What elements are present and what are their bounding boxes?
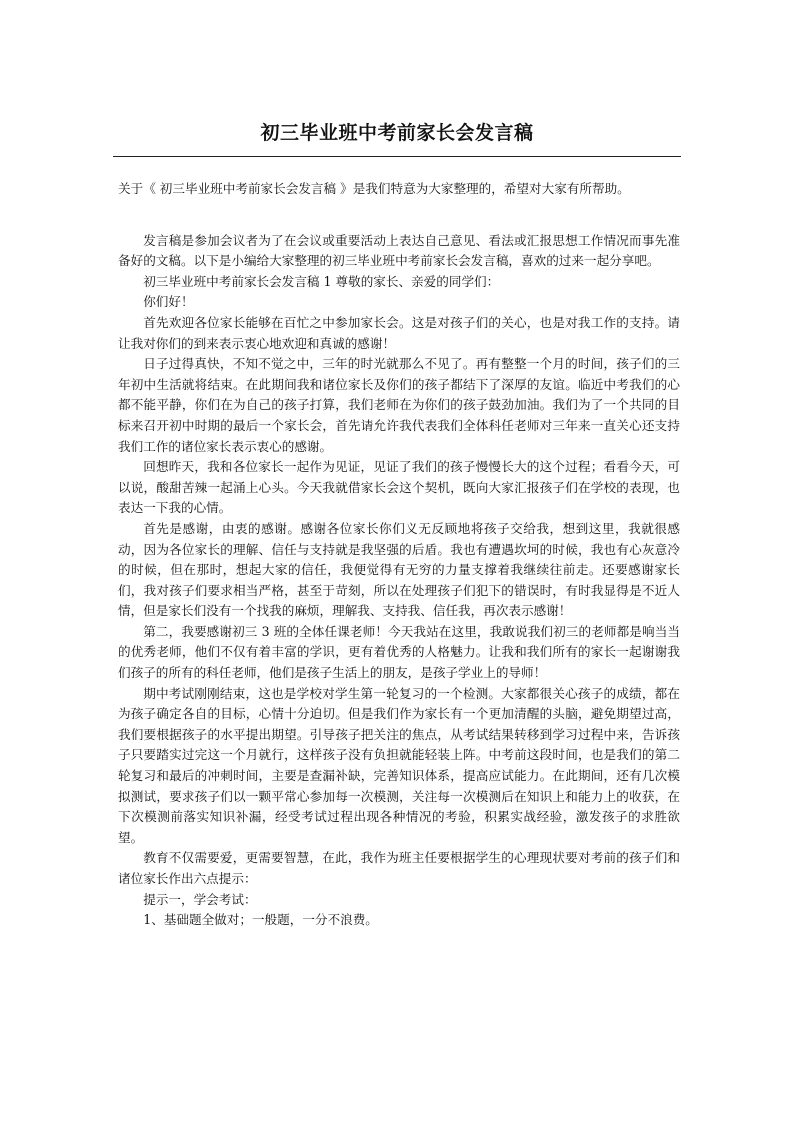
title-divider [113,156,681,157]
body-paragraph: 发言稿是参加会议者为了在会议或重要活动上表达自己意见、看法或汇报思想工作情况而事先准备好的文稿。以下是小编给大家整理的初三毕业班中考前家长会发言稿，喜欢的过来一起分享吧。 [118,232,680,269]
tip-heading: 提示一，学会考试： [143,891,257,907]
body-paragraph: 第二，我要感谢初三 3 班的全体任课老师！今天我站在这里，我敢说我们初三的老师都是响当当的优秀老师，他们不仅有着丰富的学识，更有着优秀的人格魅力。让我和我们所有的家长一起谢谢我们孩子的所有的科任老师，他们是孩子生活上的朋友，是孩子学业上的导师！ [118,623,680,681]
document-body [118,179,680,931]
intro-paragraph: 关于《 初三毕业班中考前家长会发言稿 》是我们特意为大家整理的，希望对大家有所帮助。 [118,181,630,196]
paragraph-spacer [118,221,680,231]
body-paragraph: 首先欢迎各位家长能够在百忙之中参加家长会。这是对孩子们的关心，也是对我工作的支持。请让我对你们的到来表示衷心地欢迎和真诚的感谢！ [118,314,680,351]
paragraph-spacer [118,200,680,221]
body-paragraph: 首先是感谢，由衷的感谢。感谢各位家长你们义无反顾地将孩子交给我，想到这里，我就很感动，因为各位家长的理解、信任与支持就是我坚强的后盾。我也有遭遇坎坷的时候，我也有心灰意冷的时候，但在那时，想起大家的信任，我便觉得有无穷的力量支撑着我继续往前走。还要感谢家长们，我对孩子们要求相当严格，甚至于苛刻，所以在处理孩子们犯下的错误时，有时我显得是不近人情，但是家长们没有一个找我的麻烦，理解我、支持我、信任我，再次表示感谢！ [118,520,680,619]
document-title: 初三毕业班中考前家长会发言稿 [260,122,534,144]
body-paragraph: 期中考试刚刚结束，这也是学校对学生第一轮复习的一个检测。大家都很关心孩子的成绩，都在为孩子确定各自的目标，心情十分迫切。但是我们作为家长有一个更加清醒的头脑，避免期望过高，我们要根据孩子的水平提出期望。引导孩子把关注的焦点，从考试结果转移到学习过程中来，告诉孩子只要踏实过完这一个月就行，这样孩子没有负担就能轻装上阵。中考前这段时间，也是我们的第二轮复习和最后的冲刺时间，主要是查漏补缺，完善知识体系，提高应试能力。在此期间，还有几次模拟测试，要求孩子们以一颗平常心参加每一次模测，关注每一次模测后在知识上和能力上的收获，在下次模测前落实知识补漏，经受考试过程出现各种情况的考验，积累实战经验，激发孩子的求胜欲望。 [118,685,680,845]
body-paragraph: 教育不仅需要爱，更需要智慧，在此，我作为班主任要根据学生的心理现状要对考前的孩子们和诸位家长作出六点提示： [118,850,680,886]
body-paragraph: 日子过得真快，不知不觉之中，三年的时光就那么不见了。再有整整一个月的时间，孩子们的三年初中生活就将结束。在此期间我和诸位家长及你们的孩子都结下了深厚的友谊。临近中考我们的心都不能平静，你们在为自己的孩子打算，我们老师在为你们的孩子鼓劲加油。我们为了一个共同的目标来召开初中时期的最后一个家长会，首先请允许我代表我们全体科任老师对三年来一直关心还支持我们工作的诸位家长表示衷心的感谢。 [118,356,680,454]
body-paragraph: 初三毕业班中考前家长会发言稿 1 尊敬的家长、亲爱的同学们： [143,273,500,289]
tip-item: 1、基础题全做对；一般题，一分不浪费。 [143,912,378,928]
body-paragraph: 回想昨天，我和各位家长一起作为见证，见证了我们的孩子慢慢长大的这个过程；看看今天，可以说，酸甜苦辣一起涌上心头。今天我就借家长会这个契机，既向大家汇报孩子们在学校的表现，也表达一下我的心情。 [118,459,680,516]
greeting-line: 你们好！ [143,294,194,310]
